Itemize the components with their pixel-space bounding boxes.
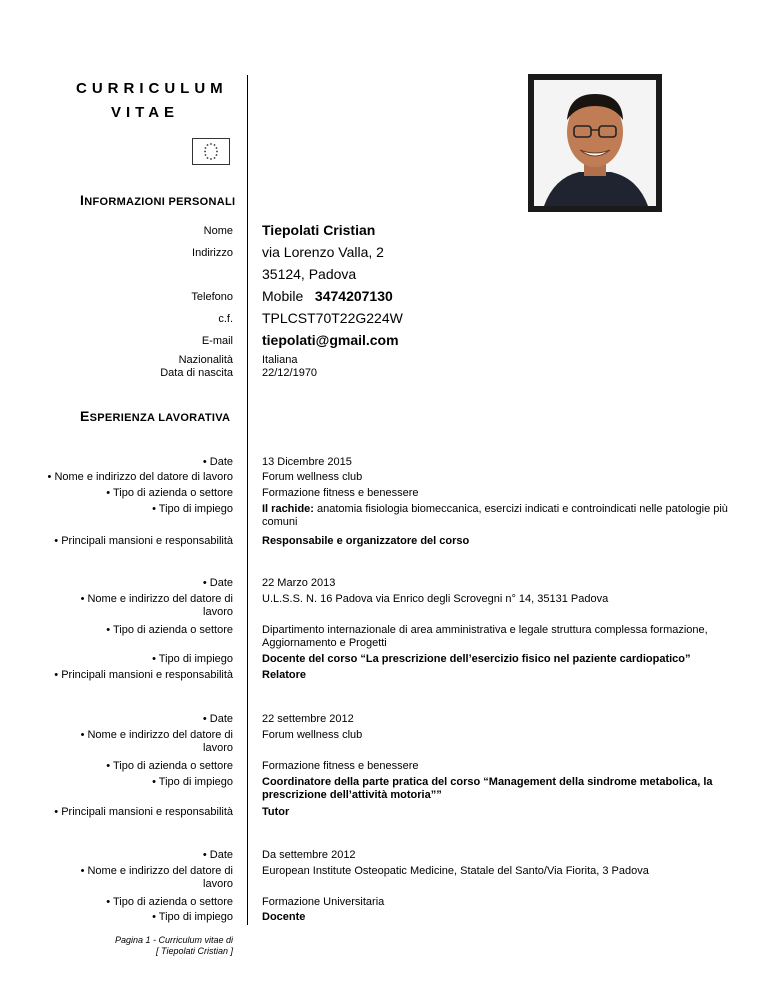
- entry1-job: Il rachide: anatomia fisiologia biomeccanica, esercizi indicati e controindicati nelle patologie più comuni: [262, 503, 728, 528]
- entry2-date: 22 Marzo 2013: [262, 577, 336, 589]
- entry3-employer: Forum wellness club: [262, 729, 363, 741]
- cv-title-line2: VITAE: [111, 104, 180, 121]
- entry1-employer: Forum wellness club: [262, 471, 363, 483]
- entry2-label-sector: • Tipo di azienda o settore: [106, 624, 233, 636]
- value-nazionalita: Italiana: [262, 354, 298, 366]
- entry4-label-employer-a: • Nome e indirizzo del datore di: [80, 865, 233, 877]
- entry3-label-employer-a: • Nome e indirizzo del datore di: [80, 729, 233, 741]
- entry4-label-job: • Tipo di impiego: [152, 911, 233, 923]
- entry3-label-sector: • Tipo di azienda o settore: [106, 760, 233, 772]
- entry4-job: Docente: [262, 911, 306, 923]
- entry4-employer: European Institute Osteopatic Medicine, Statale del Santo/Via Fiorita, 3 Padova: [262, 865, 649, 877]
- page-footer: [115, 935, 233, 957]
- column-divider: [247, 75, 248, 925]
- value-indirizzo-line1: via Lorenzo Valla, 2: [262, 244, 384, 260]
- entry2-label-date: • Date: [202, 577, 233, 589]
- entry2-label-employer-a: • Nome e indirizzo del datore di: [80, 593, 233, 605]
- value-indirizzo-line2: 35124, Padova: [262, 266, 357, 282]
- telefono-prefix: Mobile: [262, 288, 304, 304]
- value-telefono: [262, 288, 393, 304]
- section-personal-info: INFORMAZIONI PERSONALI: [80, 192, 236, 208]
- entry4-sector: Formazione Universitaria: [262, 896, 385, 908]
- label-indirizzo: Indirizzo: [192, 247, 233, 259]
- entry1-label-job: • Tipo di impiego: [152, 503, 233, 515]
- profile-photo: [528, 74, 662, 212]
- label-email: E-mail: [201, 335, 233, 347]
- label-cf: c.f.: [218, 313, 233, 325]
- entry2-sector: Dipartimento internazionale di area amministrativa e legale struttura complessa formazione, Aggiornamento e Progetti: [262, 624, 708, 649]
- entry1-sector: Formazione fitness e benessere: [262, 487, 419, 499]
- entry3-sector: Formazione fitness e benessere: [262, 760, 419, 772]
- label-nome: Nome: [203, 225, 233, 237]
- footer-line2: [ Tiepolati Cristian ]: [156, 946, 233, 956]
- entry2-duties: Relatore: [262, 669, 307, 681]
- entry4-date: Da settembre 2012: [262, 849, 356, 861]
- label-nascita: Data di nascita: [160, 367, 233, 379]
- entry1-date: 13 Dicembre 2015: [262, 456, 352, 468]
- entry2-label-employer-b: lavoro: [203, 606, 233, 618]
- value-nascita: 22/12/1970: [262, 367, 318, 379]
- entry2-job: Docente del corso “La prescrizione dell’esercizio fisico nel paziente cardiopatico”: [262, 653, 691, 665]
- section-experience: ESPERIENZA LAVORATIVA: [80, 408, 231, 424]
- entry1-label-sector: • Tipo di azienda o settore: [106, 487, 233, 499]
- footer-line1: Pagina 1 - Curriculum vitae di: [114, 935, 233, 945]
- label-telefono: Telefono: [191, 291, 233, 303]
- entry3-date: 22 settembre 2012: [262, 713, 354, 725]
- entry1-label-duties: • Principali mansioni e responsabilità: [54, 535, 233, 547]
- entry1-label-employer: • Nome e indirizzo del datore di lavoro: [47, 471, 233, 483]
- value-cf: TPLCST70T22G224W: [262, 310, 403, 326]
- entry4-label-sector: • Tipo di azienda o settore: [106, 896, 233, 908]
- value-email[interactable]: tiepolati@gmail.com: [262, 332, 399, 348]
- entry2-label-job: • Tipo di impiego: [152, 653, 233, 665]
- entry2-label-duties: • Principali mansioni e responsabilità: [54, 669, 233, 681]
- entry3-label-duties: • Principali mansioni e responsabilità: [54, 806, 233, 818]
- entry3-duties: Tutor: [262, 806, 290, 818]
- telefono-number: 3474207130: [314, 288, 393, 304]
- entry2-employer: U.L.S.S. N. 16 Padova via Enrico degli Scrovegni n° 14, 35131 Padova: [262, 593, 609, 605]
- entry3-label-employer-b: lavoro: [203, 742, 233, 754]
- entry1-label-date: • Date: [202, 456, 233, 468]
- entry4-label-employer-b: lavoro: [203, 878, 233, 890]
- value-nome: Tiepolati Cristian: [262, 222, 376, 238]
- entry1-duties: Responsabile e organizzatore del corso: [262, 535, 470, 547]
- entry4-label-date: • Date: [202, 849, 233, 861]
- portrait-illustration: [534, 80, 656, 206]
- entry3-job: Coordinatore della parte pratica del corso “Management della sindrome metabolica, la prescrizione dell’attività motoria””: [262, 776, 713, 801]
- label-nazionalita: Nazionalità: [178, 354, 233, 366]
- eu-flag-icon: [192, 138, 230, 165]
- cv-title-line1: CURRICULUM: [76, 80, 228, 97]
- entry3-label-date: • Date: [202, 713, 233, 725]
- entry3-label-job: • Tipo di impiego: [152, 776, 233, 788]
